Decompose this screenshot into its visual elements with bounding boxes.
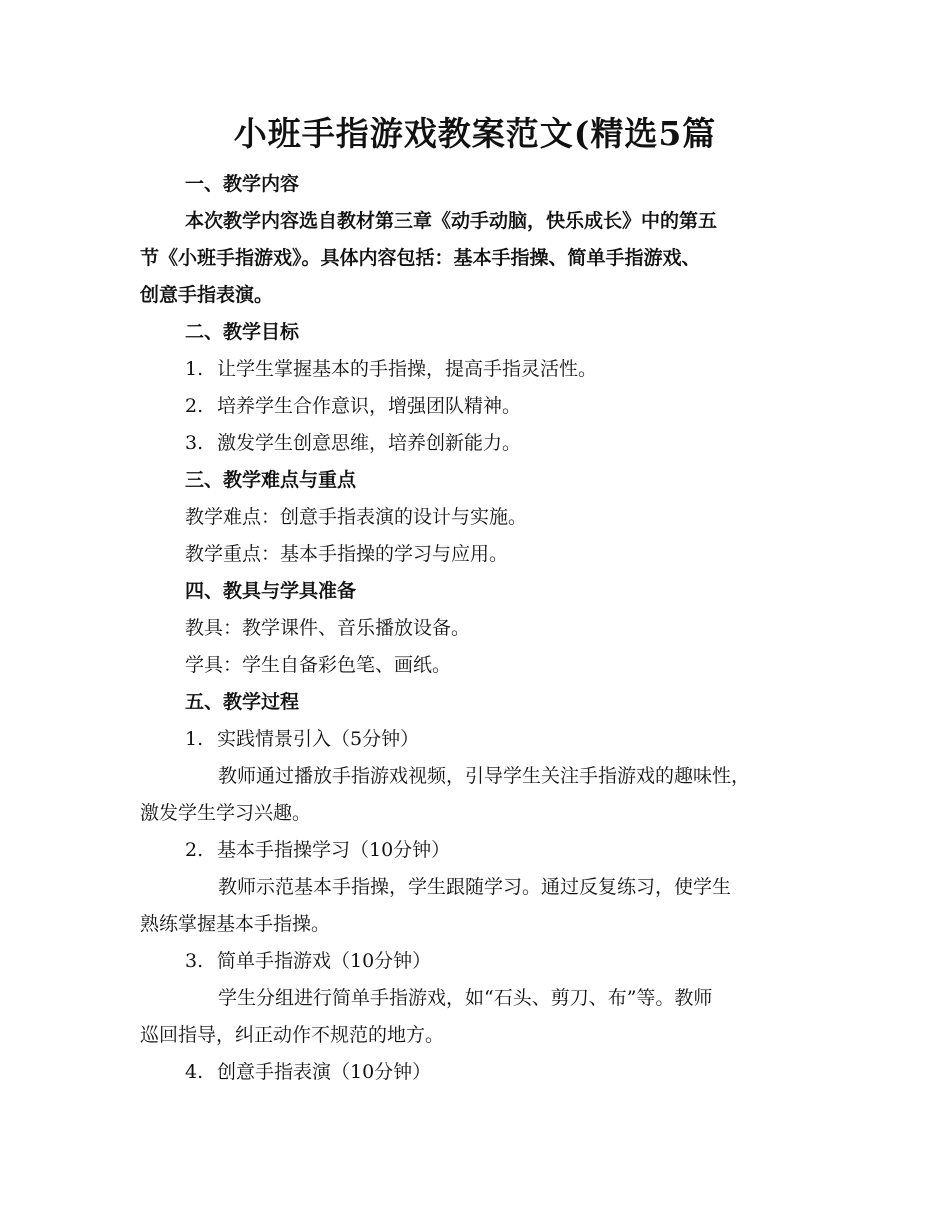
list-number: 3. [185,432,204,454]
paragraph-line: 教师通过播放手指游戏视频，引导学生关注手指游戏的趣味性， [218,765,751,787]
list-item [140,388,812,425]
step-title [140,721,812,758]
paragraph-line: 熟练掌握基本手指操。 [140,913,331,935]
paragraph-line: 教具：教学课件、音乐播放设备。 [185,617,471,639]
step-title [140,832,812,869]
list-item [140,351,812,388]
section-heading-content: 一、教学内容 [185,173,300,195]
list-text: 激发学生创意思维，培养创新能力。 [217,432,522,454]
paragraph-line: 学具：学生自备彩色笔、画纸。 [185,654,452,676]
section-heading-process: 五、教学过程 [185,691,300,713]
paragraph-line: 教师示范基本手指操，学生跟随学习。通过反复练习，使学生 [218,876,732,898]
paragraph-line: 激发学生学习兴趣。 [140,802,312,824]
paragraph-line: 节《小班手指游戏》。具体内容包括：基本手指操、简单手指游戏、 [140,247,701,269]
step-title-text: 实践情景引入（5分钟） [217,728,420,750]
list-number: 2. [185,395,204,417]
step-title [140,1054,812,1091]
paragraph-line: 本次教学内容选自教材第三章《动手动脑，快乐成长》中的第五 [185,210,718,232]
step-number: 4. [185,1061,204,1083]
step-number: 1. [185,728,204,750]
step-title [140,943,812,980]
step-number: 2. [185,839,204,861]
step-title-text: 创意手指表演（10分钟） [217,1061,432,1083]
list-text: 培养学生合作意识，增强团队精神。 [217,395,522,417]
section-heading-materials: 四、教具与学具准备 [185,580,357,602]
list-text: 让学生掌握基本的手指操，提高手指灵活性。 [217,358,598,380]
document-body [140,166,812,1091]
paragraph-line: 教学难点：创意手指表演的设计与实施。 [185,506,528,528]
document-title: 小班手指游戏教案范文(精选5篇 [233,114,717,153]
section-heading-goals: 二、教学目标 [185,321,300,343]
paragraph-line: 学生分组进行简单手指游戏，如“石头、剪刀、布”等。教师 [218,987,713,1009]
paragraph-line: 创意手指表演。 [140,284,274,306]
step-number: 3. [185,950,204,972]
step-title-text: 简单手指游戏（10分钟） [217,950,432,972]
step-title-text: 基本手指操学习（10分钟） [217,839,451,861]
paragraph-line: 教学重点：基本手指操的学习与应用。 [185,543,509,565]
list-number: 1. [185,358,204,380]
section-heading-difficulties: 三、教学难点与重点 [185,469,357,491]
paragraph-line: 巡回指导，纠正动作不规范的地方。 [140,1024,445,1046]
list-item [140,425,812,462]
